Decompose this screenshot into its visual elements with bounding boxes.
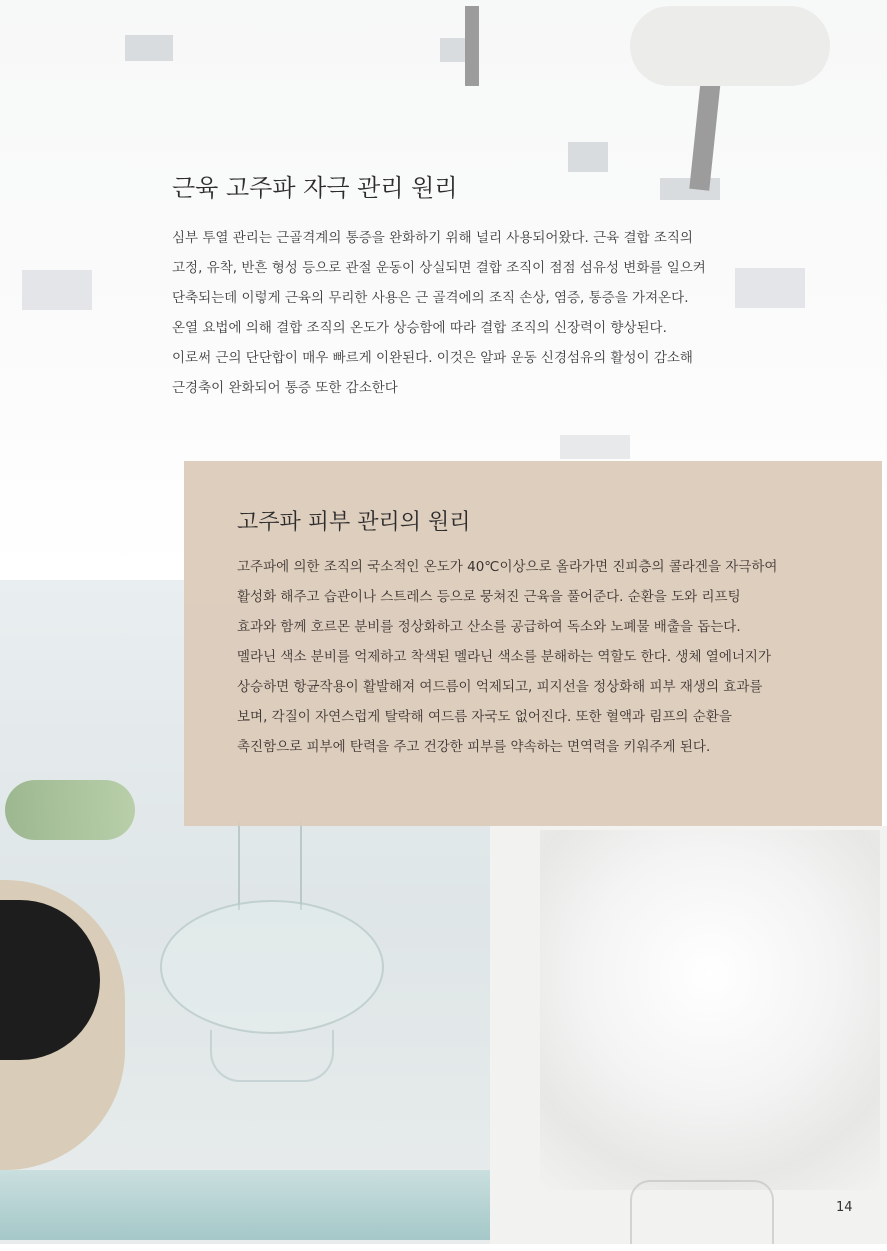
section2-heading: 고주파 피부 관리의 원리: [237, 510, 471, 535]
section1-line: 온열 요법에 의해 결합 조직의 온도가 상승함에 따라 결합 조직의 신장력이 향상된다.: [172, 320, 667, 336]
plant-decoration: [5, 780, 135, 840]
page-number: 14: [836, 1200, 853, 1215]
section1-line: 고정, 유착, 반흔 형성 등으로 관절 운동이 상실되면 결합 조직이 점점 섬유성 변화를 일으켜: [172, 260, 706, 276]
section1-line: 이로써 근의 단단합이 매우 빠르게 이완된다. 이것은 알파 운동 신경섬유의 활성이 감소해: [172, 350, 693, 366]
section1-line: 근경축이 완화되어 통증 또한 감소한다: [172, 380, 398, 396]
section2-body: [237, 552, 847, 762]
glass-vase-base: [210, 1030, 334, 1082]
section-skin-principle: [237, 505, 847, 762]
chair-seat: [630, 6, 830, 86]
section-muscle-principle: [172, 168, 812, 403]
section2-line: 멜라닌 색소 분비를 억제하고 착색된 멜라닌 색소를 분해하는 역할도 한다. 생체 열에너지가: [237, 649, 772, 665]
chair-leg: [465, 6, 479, 86]
floor-tile: [22, 270, 92, 310]
section2-line: 상승하면 항균작용이 활발해져 여드름이 억제되고, 피지선을 정상화해 피부 재생의 효과를: [237, 679, 763, 695]
glass-table: [0, 1170, 490, 1240]
floor-tile: [125, 35, 173, 61]
glass-vase: [160, 900, 384, 1034]
section1-line: 단축되는데 이렇게 근육의 무리한 사용은 근 골격에의 조직 손상, 염증, 통증을 가져온다.: [172, 290, 689, 306]
section2-line: 촉진함으로 피부에 탄력을 주고 건강한 피부를 약속하는 면역력을 키워주게 된다.: [237, 739, 711, 755]
page-bottom-margin: [0, 1244, 887, 1251]
section2-line: 효과와 함께 호르몬 분비를 정상화하고 산소를 공급하여 독소와 노폐물 배출을 돕는다.: [237, 619, 741, 635]
section2-line: 고주파에 의한 조직의 국소적인 온도가 40℃이상으로 올라가면 진피층의 콜라겐을 자극하여: [237, 559, 778, 575]
section1-heading: 근육 고주파 자극 관리 원리: [172, 174, 458, 202]
glass-vase-neck: [238, 820, 302, 910]
section2-line: 보며, 각질이 자연스럽게 탈락해 여드름 자국도 없어진다. 또한 혈액과 림프의 순환을: [237, 709, 732, 725]
section1-body: [172, 223, 812, 403]
floor-tile: [560, 435, 630, 459]
section2-line: 활성화 해주고 습관이나 스트레스 등으로 뭉쳐진 근육을 풀어준다. 순환을 도와 리프팅: [237, 589, 741, 605]
section1-line: 심부 투열 관리는 근골격계의 통증을 완화하기 위해 널리 사용되어왔다. 근육 결합 조직의: [172, 230, 693, 246]
white-flowers: [540, 830, 880, 1190]
flower-vase: [630, 1180, 774, 1248]
